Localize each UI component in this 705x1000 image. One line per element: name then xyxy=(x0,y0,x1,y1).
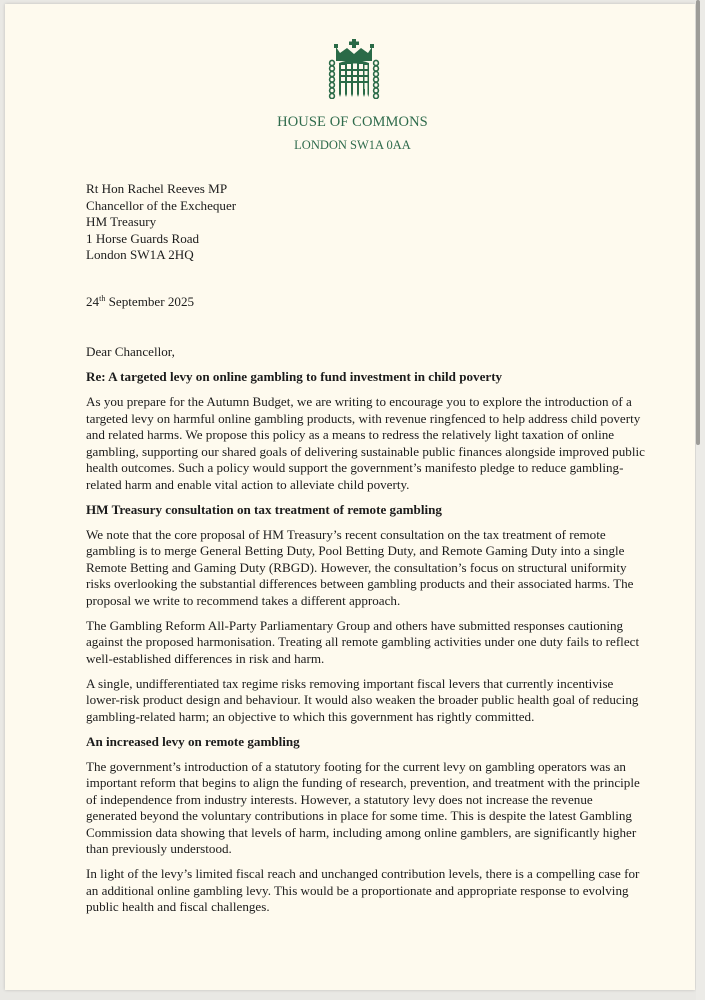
recipient-name: Rt Hon Rachel Reeves MP xyxy=(86,181,228,196)
recipient-city-postcode: London SW1A 2HQ xyxy=(86,247,194,262)
recipient-title: Chancellor of the Exchequer xyxy=(86,197,237,213)
scrollbar-thumb[interactable] xyxy=(696,0,700,445)
organisation-address: LONDON SW1A 0AA xyxy=(294,138,411,152)
recipient-street: 1 Horse Guards Road xyxy=(86,230,200,246)
paragraph: The government’s introduction of a statutory footing for the current levy on gambling operators was an important reform that begins to align the funding of research, prevention, and treatment with the principle of independence from industry interests. However, a statutory levy does not increase the revenue generated beyond the voluntary contributions in place for some time. This is despite the latest Gambling Commission data showing that levels of harm, including among online gamblers, are significantly higher than previously understood. xyxy=(86,758,640,856)
paragraph: A single, undifferentiated tax regime risks removing important fiscal levers that currently incentivise lower-risk product design and behaviour. It would also weaken the broader public health goal of reducing gambling-related harm; an objective to which this government has rightly committed. xyxy=(86,675,639,724)
section-heading: An increased levy on remote gambling xyxy=(86,733,300,749)
letter-body xyxy=(86,344,646,924)
intro-paragraph: As you prepare for the Autumn Budget, we are writing to encourage you to explore the introduction of a targeted levy on harmful online gambling products, with revenue ringfenced to help address child poverty and related harms. We propose this policy as a means to redress the relatively light taxation of online gambling, supporting our shared goals of delivering sustainable public finances alongside improved public health outcomes. Such a policy would support the government’s manifesto pledge to reduce gambling-related harm and enable vital action to alleviate child poverty. xyxy=(86,394,645,492)
salutation: Dear Chancellor, xyxy=(86,344,175,359)
section-heading: HM Treasury consultation on tax treatment of remote gambling xyxy=(86,501,442,517)
subject-heading: Re: A targeted levy on online gambling to fund investment in child poverty xyxy=(86,369,503,384)
paragraph: In light of the levy’s limited fiscal reach and unchanged contribution levels, there is a compelling case for an additional online gambling levy. This would be a proportionate and appropriate response to evolving public health and fiscal challenges. xyxy=(86,866,640,914)
paragraph: The Gambling Reform All-Party Parliamentary Group and others have submitted responses cautioning against the proposed harmonisation. Treating all remote gambling activities under one duty fails to reflect well-established differences in risk and harm. xyxy=(86,617,640,666)
recipient-department: HM Treasury xyxy=(86,214,157,229)
organisation-name: HOUSE OF COMMONS xyxy=(277,114,428,130)
paragraph: We note that the core proposal of HM Treasury’s recent consultation on the tax treatment of remote gambling is to merge General Betting Duty, Pool Betting Duty, and Remote Gaming Duty into a single Remote Betting and Gaming Duty (RBGD). However, the consultation’s focus on structural uniformity risks overlooking the substantial differences between gambling products and their associated harms. The proposal we write to recommend takes a different approach. xyxy=(86,526,634,608)
portcullis-crest-icon xyxy=(327,39,381,99)
letter-date: 24th September 2025 xyxy=(86,294,195,309)
recipient-address xyxy=(86,181,646,264)
